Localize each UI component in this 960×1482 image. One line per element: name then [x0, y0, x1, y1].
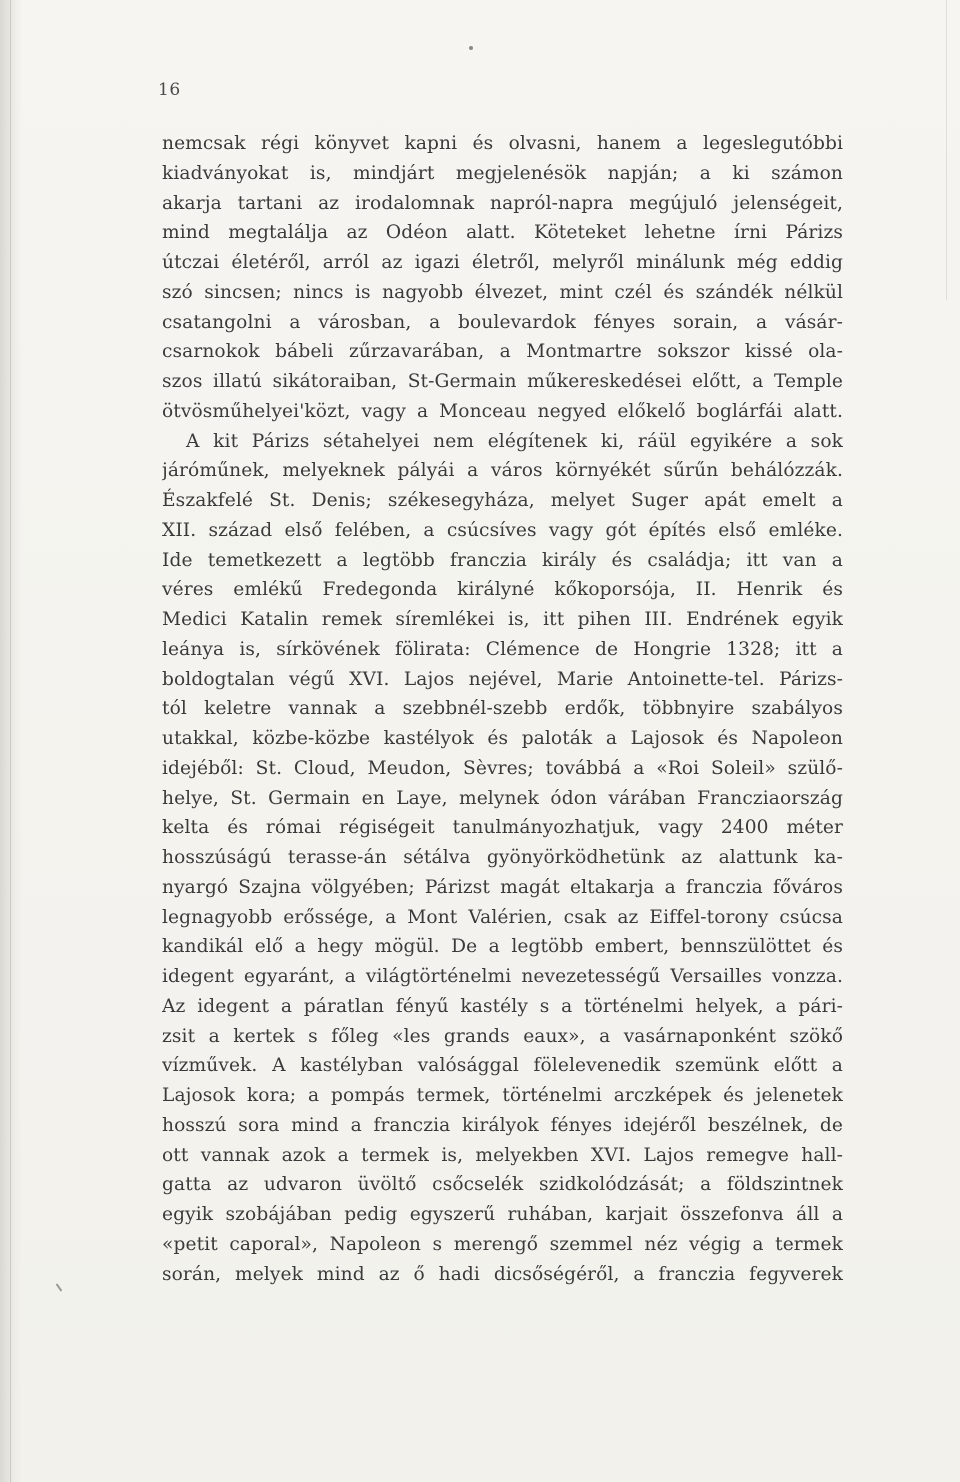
text-line: idegent egyaránt, a világtörténelmi nevezetességű Versailles vonzza. — [162, 966, 843, 987]
text-line: hosszú sora mind a franczia királyok fényes idejéről beszélnek, de — [162, 1114, 843, 1136]
text-line: Ide temetkezett a legtöbb franczia király és családja; itt van a — [162, 549, 843, 571]
text-line: nemcsak régi könyvet kapni és olvasni, hanem a legeslegutóbbi — [162, 133, 843, 154]
text-line: véres emlékű Fredegonda királyné kőkoporsója, II. Henrik és — [162, 579, 843, 601]
text-line: egyik szobájában pedig egyszerű ruhában, karjait összefonva áll a — [162, 1204, 843, 1225]
text-line: «petit caporal», Napoleon s merengő szemmel néz végig a termek — [162, 1233, 843, 1255]
text-line: helye, St. Germain en Laye, melynek ódon várában Francziaország — [162, 787, 843, 809]
text-line: Lajosok kora; a pompás termek, történelmi arczképek és jelenetek — [162, 1085, 843, 1106]
text-line: szó sincsen; nincs is nagyobb élvezet, mint czél és szándék nélkül — [162, 281, 843, 303]
text-line: tól keletre vannak a szebbnél-szebb erdők, többnyire szabályos — [162, 698, 843, 720]
ink-speck — [469, 46, 473, 50]
text-line: kelta és római régiségeit tanulmányozhatjuk, vagy 2400 méter — [162, 817, 843, 839]
text-line: leánya is, sírkövének fölirata: Clémence de Hongrie 1328; itt a — [162, 638, 843, 660]
text-line: során, melyek mind az ő hadi dicsőségéről, a franczia fegyverek — [162, 1263, 843, 1285]
text-line: járóműnek, melyeknek pályái a város környékét sűrűn behálózzák. — [162, 460, 843, 482]
text-line: szos illatú sikátoraiban, St-Germain műkereskedései előtt, a Temple — [162, 371, 843, 392]
text-line: kandikál elő a hegy mögül. De a legtöbb embert, bennszülöttet és — [162, 936, 843, 958]
text-line: akarja tartani az irodalomnak napról-napra megújuló jelenségeit, — [162, 192, 843, 214]
text-line: gatta az udvaron üvöltő csőcselék szidkolódzását; a földszintnek — [162, 1174, 843, 1196]
page-number: 16 — [158, 80, 181, 100]
text-line: hosszúságú terasse-án sétálva gyönyörködhetünk az alattunk ka- — [162, 847, 843, 868]
text-line: nyargó Szajna völgyében; Párizst magát eltakarja a franczia főváros — [162, 876, 843, 898]
text-line: mind megtalálja az Odéon alatt. Köteteket lehetne írni Párizs — [162, 222, 843, 244]
text-line: XII. század első felében, a csúcsíves vagy gót építés első emléke. — [162, 519, 843, 541]
text-line: Medici Katalin remek síremlékei is, itt pihen III. Endrének egyik — [162, 609, 843, 630]
text-line: legnagyobb erőssége, a Mont Valérien, csak az Eiffel-torony csúcsa — [162, 906, 843, 928]
binding-shadow — [0, 0, 22, 1482]
text-line: zsit a kertek s főleg «les grands eaux», a vasárnaponként szökő — [162, 1025, 843, 1047]
text-line: idejéből: St. Cloud, Meudon, Sèvres; továbbá a «Roi Soleil» szülő- — [162, 757, 843, 779]
text-line: csarnokok bábeli zűrzavarában, a Montmartre sokszor kissé ola- — [162, 341, 843, 363]
text-line: útczai életéről, arról az igazi életről, melyről minálunk még eddig — [162, 252, 843, 273]
text-line: utakkal, közbe-közbe kastélyok és paloták a Lajosok és Napoleon — [162, 728, 843, 749]
text-line: Az idegent a páratlan fényű kastély s a történelmi helyek, a pári- — [162, 995, 843, 1017]
text-line: ötvösműhelyei'közt, vagy a Monceau negyed előkelő boglárfái alatt. — [162, 400, 843, 422]
page-edge-line — [10, 0, 11, 1482]
text-line: Északfelé St. Denis; székesegyháza, melyet Suger apát emelt a — [162, 490, 843, 511]
body-text — [162, 129, 843, 1289]
text-line: csatangolni a városban, a boulevardok fényes sorain, a vásár- — [162, 311, 843, 333]
text-line: vízművek. A kastélyban valósággal fölelevenedik szemünk előtt a — [162, 1055, 843, 1077]
ink-mark — [56, 1283, 63, 1292]
text-line: ott vannak azok a termek is, melyekben XVI. Lajos remegve hall- — [162, 1144, 843, 1166]
text-line: boldogtalan végű XVI. Lajos nejével, Marie Antoinette-tel. Párizs- — [162, 668, 843, 690]
paragraph-start-line: A kit Párizs sétahelyei nem elégítenek ki, ráül egyikére a sok — [186, 430, 843, 452]
scan-edge-line — [946, 0, 947, 300]
text-line: kiadványokat is, mindjárt megjelenésök napján; a ki számon — [162, 162, 843, 184]
